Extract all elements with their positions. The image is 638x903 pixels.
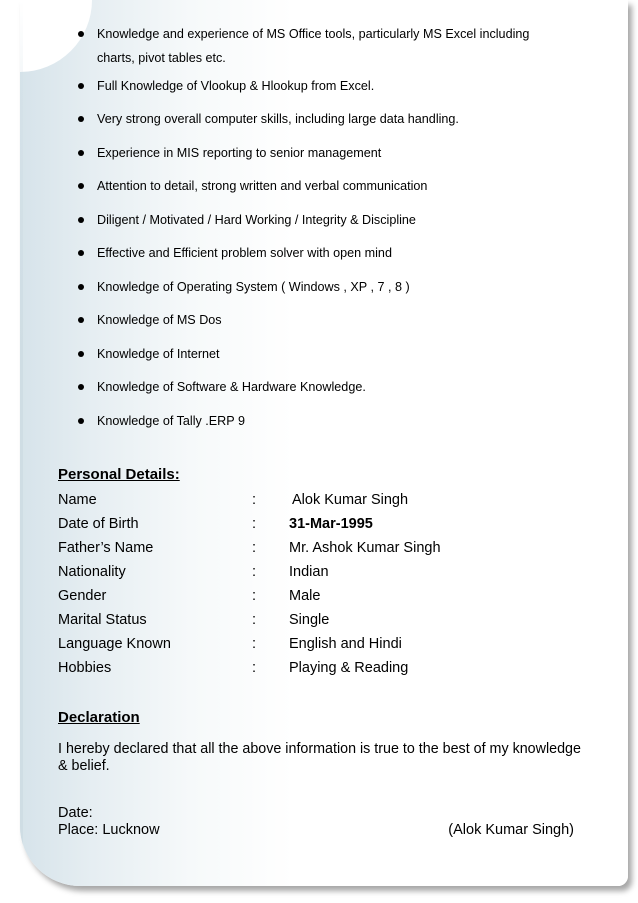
list-item [76,279,576,295]
bullet-icon [78,351,84,357]
bullet-icon [78,150,84,156]
skill-text: Effective and Efficient problem solver with open mind [97,246,392,260]
skill-text-continued: charts, pivot tables etc. [97,51,226,65]
skill-text: Very strong overall computer skills, including large data handling. [97,112,459,126]
detail-value: Male [289,588,321,604]
detail-label: Hobbies [58,660,112,676]
detail-separator: : [252,564,257,580]
personal-details-heading: Personal Details: [58,466,180,483]
bullet-icon [78,418,84,424]
list-item [76,212,576,228]
detail-label: Gender [58,588,107,604]
skill-text: Knowledge of Tally .ERP 9 [97,413,245,428]
detail-label: Nationality [58,564,126,580]
detail-separator: : [252,588,257,604]
skill-text: Knowledge of Internet [97,346,220,361]
detail-separator: : [252,612,257,628]
list-item [76,145,576,161]
detail-separator: : [252,540,257,556]
detail-label: Language Known [58,636,171,652]
bullet-icon [78,31,84,37]
list-item [76,111,576,127]
skill-text: Attention to detail, strong written and verbal communication [97,179,428,193]
detail-separator: : [252,516,257,532]
list-item [76,178,576,194]
list-item [76,245,576,261]
detail-label: Date of Birth [58,516,139,532]
bullet-icon [78,183,84,189]
skill-text: Knowledge of Operating System ( Windows , XP , 7 , 8 ) [97,279,410,294]
list-item [76,346,576,362]
skill-text: Full Knowledge of Vlookup & Hlookup from Excel. [97,79,375,93]
detail-row-dob [58,515,618,533]
detail-separator: : [252,660,257,676]
bullet-icon [78,217,84,223]
date-label: Date: [58,805,93,821]
detail-value: Playing & Reading [289,660,409,676]
detail-row-nationality [58,563,618,581]
bullet-icon [78,384,84,390]
signature-name: (Alok Kumar Singh) [448,822,574,838]
bullet-icon [78,317,84,323]
skill-text: Diligent / Motivated / Hard Working / Integrity & Discipline [97,212,416,227]
list-item [76,78,576,94]
detail-label: Marital Status [58,612,147,628]
skills-list [76,26,576,429]
detail-row-name [58,491,618,509]
detail-label: Name [58,492,97,508]
detail-row-marital [58,611,618,629]
detail-separator: : [252,636,257,652]
declaration-text: I hereby declared that all the above information is true to the best of my knowledge & belief. [58,741,581,774]
list-item [76,413,576,429]
skill-text: Knowledge and experience of MS Office tools, particularly MS Excel including [97,27,530,41]
bullet-icon [78,250,84,256]
list-item [76,26,576,66]
detail-row-father [58,539,618,557]
detail-row-hobbies [58,659,618,677]
detail-value: Alok Kumar Singh [292,492,409,508]
list-item [76,379,576,395]
detail-value: Indian [289,564,329,580]
bullet-icon [78,83,84,89]
bullet-icon [78,284,84,290]
detail-row-gender [58,587,618,605]
list-item [76,312,576,328]
skill-text: Knowledge of MS Dos [97,313,222,327]
detail-value: English and Hindi [289,636,402,652]
detail-label: Father’s Name [58,540,154,556]
skill-text: Knowledge of Software & Hardware Knowledge. [97,380,366,394]
place-label: Place: Lucknow [58,822,160,838]
detail-value: 31-Mar-1995 [289,516,373,532]
declaration-heading: Declaration [58,709,140,726]
detail-value: Single [289,612,330,628]
bullet-icon [78,116,84,122]
skill-text: Experience in MIS reporting to senior management [97,145,382,160]
detail-value: Mr. Ashok Kumar Singh [289,540,441,556]
detail-separator: : [252,492,257,508]
detail-row-language [58,635,618,653]
